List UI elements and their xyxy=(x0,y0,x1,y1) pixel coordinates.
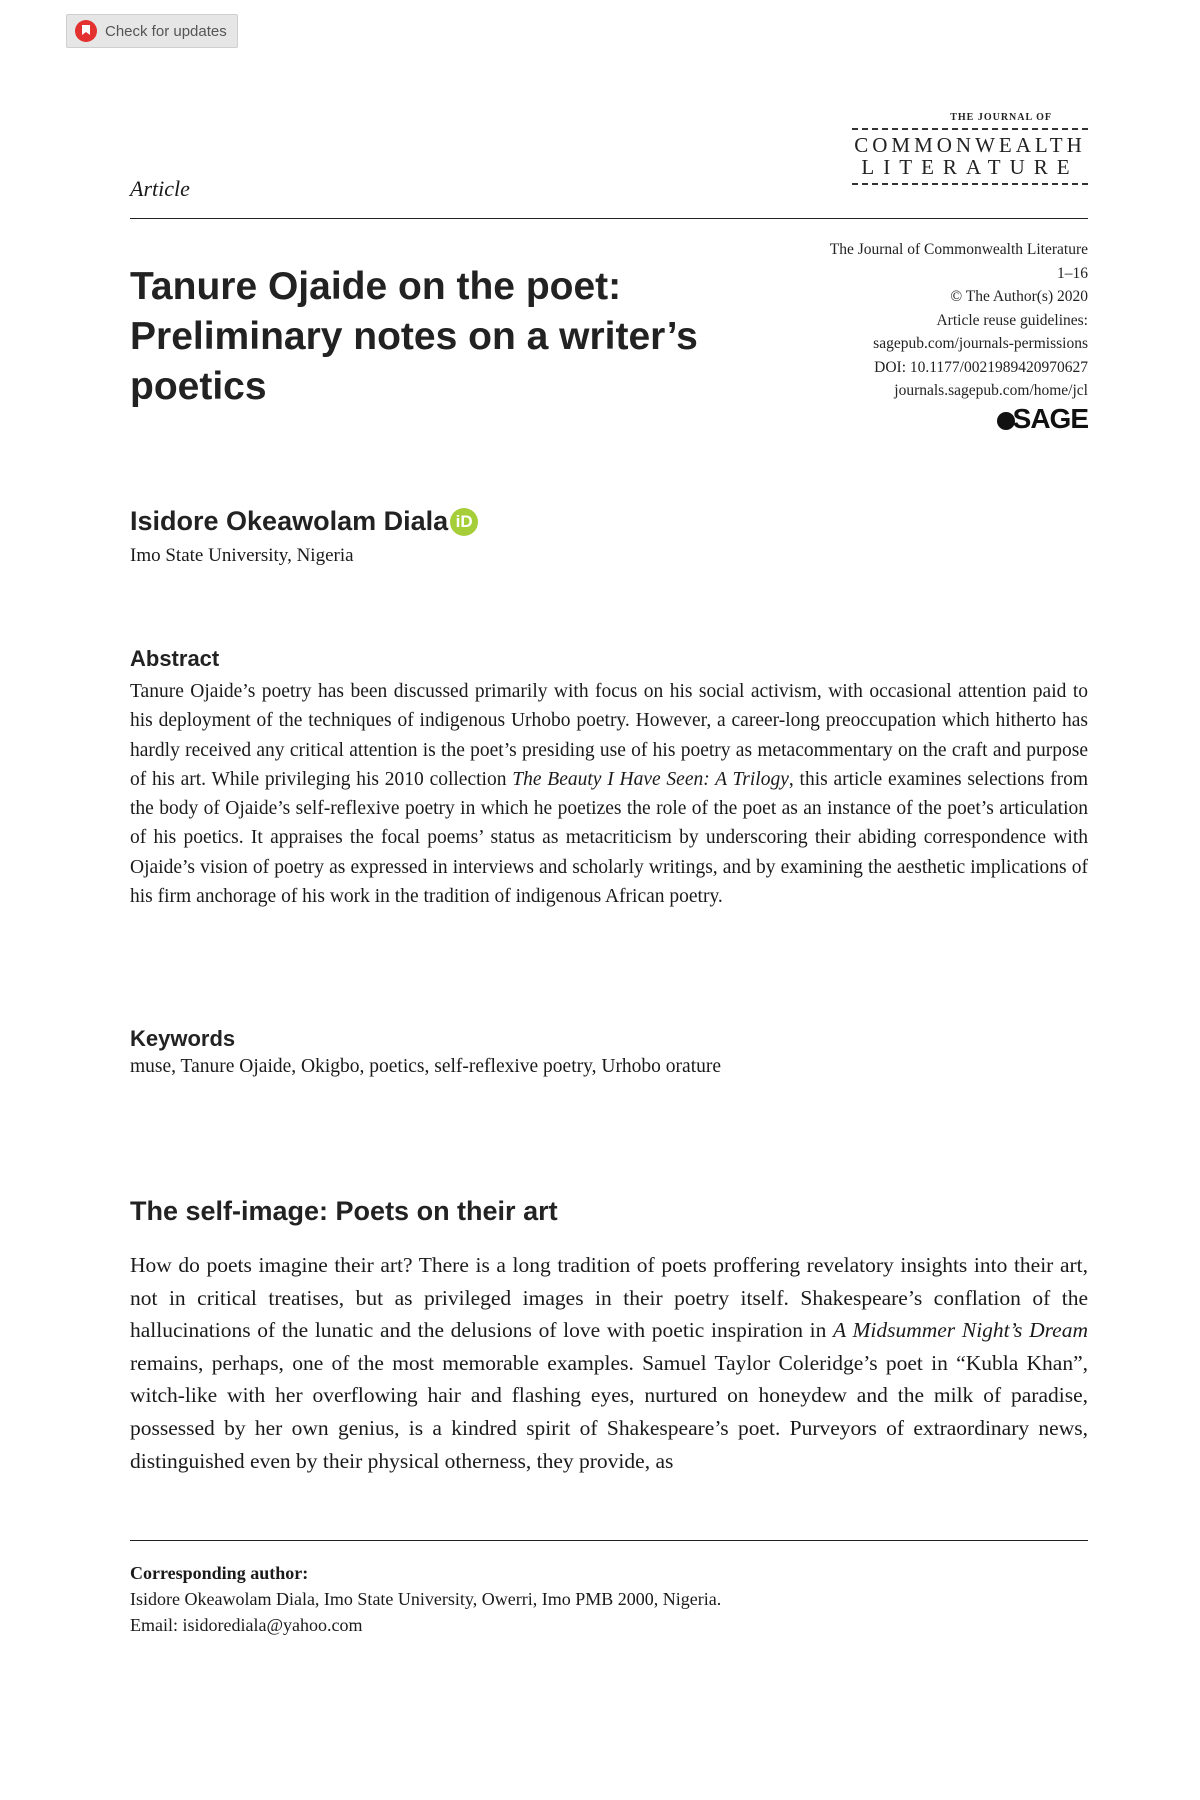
footnote-divider xyxy=(130,1540,1088,1541)
keywords-heading: Keywords xyxy=(130,1026,236,1051)
check-for-updates-button[interactable] xyxy=(66,14,238,48)
corresponding-author-note xyxy=(130,1560,721,1638)
journal-logo-line1: COMMONWEALTH xyxy=(854,133,1086,157)
abstract-heading: Abstract xyxy=(130,646,220,671)
article-metadata xyxy=(708,238,1088,435)
sage-logo xyxy=(997,402,1088,434)
corresponding-author-email[interactable]: Email: isidorediala@yahoo.com xyxy=(130,1615,363,1635)
author-affiliation: Imo State University, Nigeria xyxy=(130,545,354,566)
logo-top-rule xyxy=(852,128,1088,130)
crossmark-icon xyxy=(75,20,97,42)
journal-logo-small: THE JOURNAL OF xyxy=(950,112,1052,123)
author-name-line xyxy=(130,506,478,537)
page-range: 1–16 xyxy=(1057,264,1088,282)
article-title: Tanure Ojaide on the poet: Preliminary notes on a writer’s poetics xyxy=(130,265,698,408)
doi-link[interactable]: DOI: 10.1177/0021989420970627 xyxy=(874,358,1088,376)
reuse-link[interactable]: sagepub.com/journals-permissions xyxy=(873,335,1088,352)
corresponding-author-heading: Corresponding author: xyxy=(130,1563,309,1583)
abstract-text xyxy=(130,677,1088,911)
orcid-icon[interactable]: iD xyxy=(450,508,478,536)
sage-logo-text: SAGE xyxy=(1012,402,1088,434)
abstract-text-part2: , this article examines selections from the body of Ojaide’s self-reflexive poetry in which he poetizes the role of the poet as an instance of the poet’s articulation of his poetics. It appraises the focal poems’ status as metacriticism by underscoring their abiding correspondence with Ojaide’s vision of poetry as expressed in interviews and scholarly writings, and by examining the aesthetic implications of his firm anchorage of his work in the tradition of indigenous African poetry. xyxy=(130,768,1088,908)
check-for-updates-label: Check for updates xyxy=(105,22,227,40)
section-heading: The self-image: Poets on their art xyxy=(130,1196,558,1226)
journal-homepage-link[interactable]: journals.sagepub.com/home/jcl xyxy=(894,382,1088,399)
body-text-part2: remains, perhaps, one of the most memorable examples. Samuel Taylor Coleridge’s poet in “Kubla Khan”, witch-like with her overflowing hair and flashing eyes, nurtured on honeydew and the milk of paradise, possessed by her own genius, is a kindred spirit of Shakespeare’s poet. Purveyors of extraordinary news, distinguished even by their physical otherness, they provide, as xyxy=(130,1350,1088,1473)
journal-logo xyxy=(852,112,1088,189)
reuse-label: Article reuse guidelines: xyxy=(936,311,1088,329)
body-paragraph xyxy=(130,1249,1088,1477)
body-play-title: A Midsummer Night’s Dream xyxy=(833,1318,1088,1343)
header-divider xyxy=(130,218,1088,219)
author-name: Isidore Okeawolam Diala xyxy=(130,506,449,536)
keywords-list: muse, Tanure Ojaide, Okigbo, poetics, self-reflexive poetry, Urhobo orature xyxy=(130,1056,722,1077)
abstract-book-title: The Beauty I Have Seen: A Trilogy xyxy=(512,768,789,790)
journal-logo-line2: LITERATURE xyxy=(861,155,1079,179)
journal-name: The Journal of Commonwealth Literature xyxy=(829,241,1088,258)
copyright: © The Author(s) 2020 xyxy=(950,288,1088,305)
abstract-text-part1: Tanure Ojaide’s poetry has been discussed primarily with focus on his social activism, with occasional attention paid to his deployment of the techniques of indigenous Urhobo poetry. However, a career-long preoccupation which hitherto has hardly received any critical attention is the poet’s presiding use of his poetry as metacommentary on the craft and purpose of his art. While privileging his 2010 collection xyxy=(130,681,1088,790)
article-type-label: Article xyxy=(130,176,190,201)
corresponding-author-address: Isidore Okeawolam Diala, Imo State University, Owerri, Imo PMB 2000, Nigeria. xyxy=(130,1589,722,1609)
logo-bottom-rule xyxy=(852,183,1088,185)
body-text-part1: How do poets imagine their art? There is a long tradition of poets proffering revelatory insights into their art, not in critical treatises, but as privileged images in their poetry itself. Shakespeare’s conflation of the hallucinations of the lunatic and the delusions of love with poetic inspiration in xyxy=(130,1253,1088,1343)
